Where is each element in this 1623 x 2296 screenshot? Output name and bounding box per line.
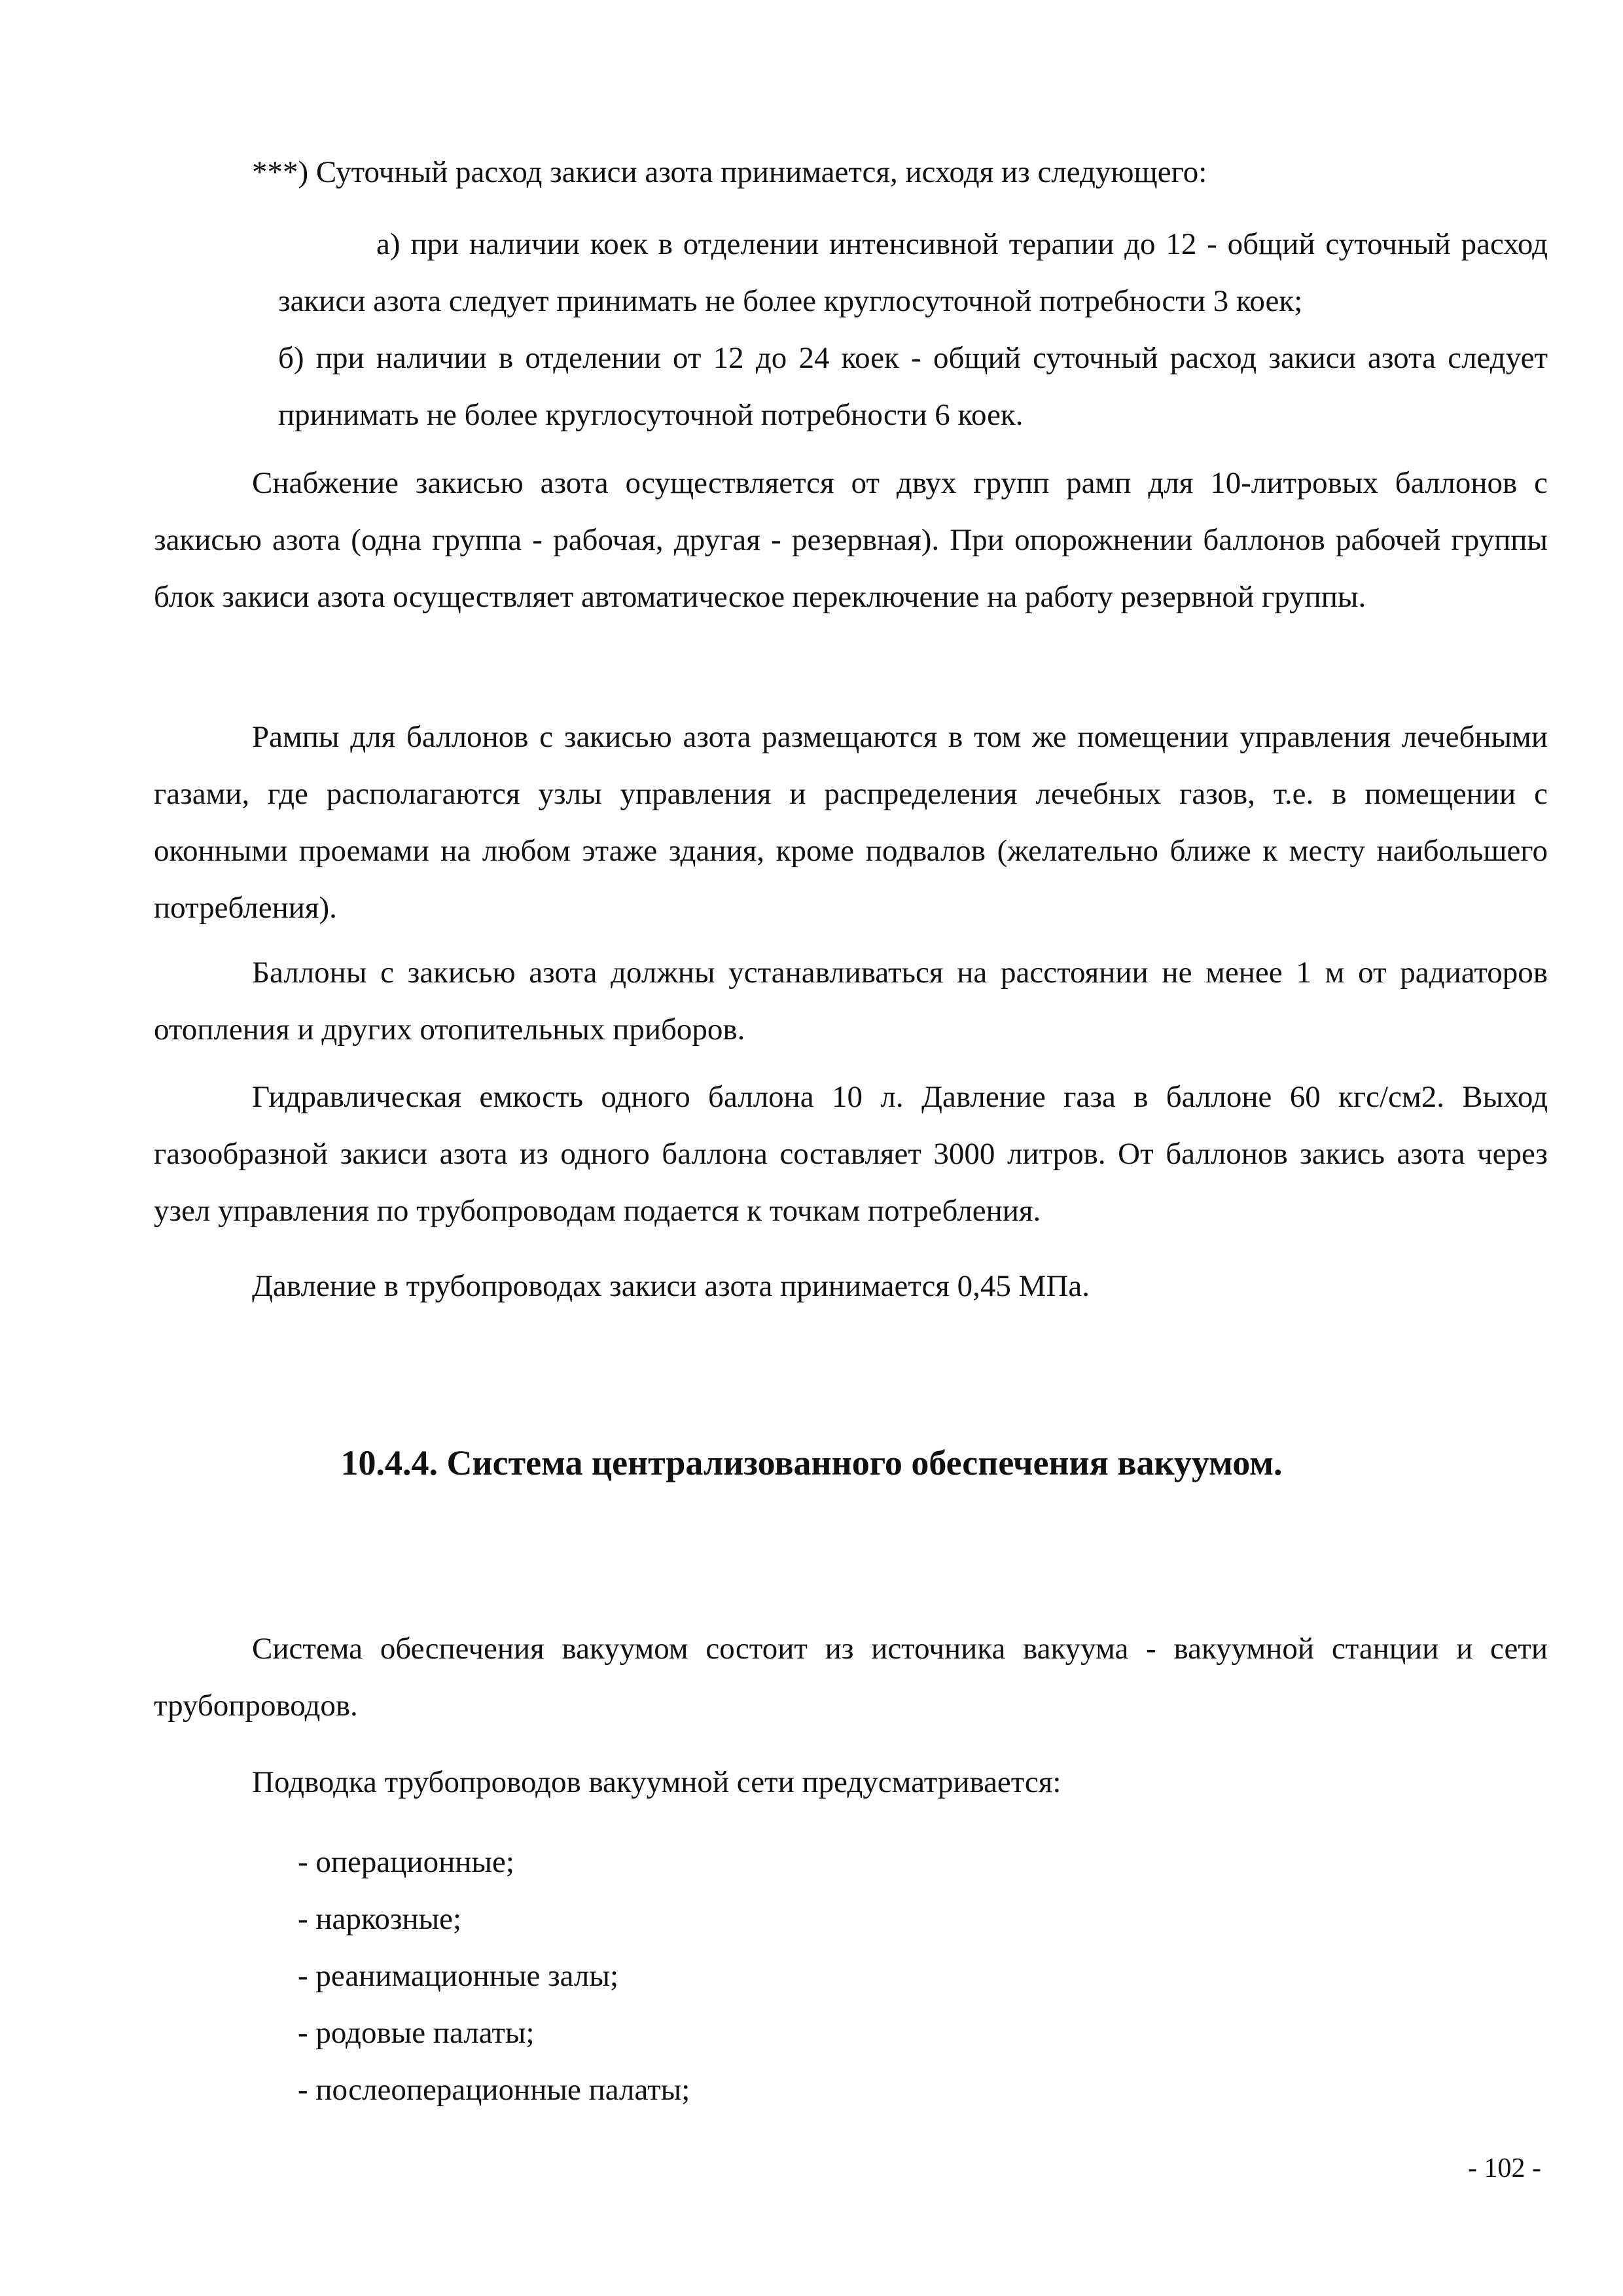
list-item: - наркозные; bbox=[298, 1902, 462, 1936]
section-heading: 10.4.4. Система централизованного обеспечения вакуумом. bbox=[340, 1443, 1283, 1482]
section-intro: Система обеспечения вакуумом состоит из источника вакуума - вакуумной станции и сети трубопроводов. bbox=[154, 1632, 1548, 1723]
paragraph-pressure: Давление в трубопроводах закиси азота принимается 0,45 МПа. bbox=[252, 1269, 1090, 1303]
list-item: - родовые палаты; bbox=[298, 2016, 535, 2050]
note-item-a: а) при наличии коек в отделении интенсивной терапии до 12 - общий суточный расход закиси азота следует принимать не более круглосуточной потребности 3 коек; bbox=[278, 227, 1548, 318]
paragraph-cylinders: Баллоны с закисью азота должны устанавливаться на расстоянии не менее 1 м от радиаторов отопления и других отопительных приборов. bbox=[154, 956, 1548, 1047]
paragraph-ramps: Рампы для баллонов с закисью азота размещаются в том же помещении управления лечебными газами, где располагаются узлы управления и распределения лечебных газов, т.е. в помещении с оконными проемами на любом этаже здания, кроме подвалов (желательно ближе к месту наибольшего потребления). bbox=[154, 720, 1548, 925]
list-title: Подводка трубопроводов вакуумной сети предусматривается: bbox=[252, 1765, 1061, 1799]
room-list bbox=[298, 1834, 690, 2119]
note-intro: ***) Суточный расход закиси азота принимается, исходя из следующего: bbox=[252, 155, 1207, 189]
paragraph-capacity: Гидравлическая емкость одного баллона 10 л. Давление газа в баллоне 60 кгс/см2. Выход газообразной закиси азота из одного баллона составляет 3000 литров. От баллонов закись азота через узел управления по трубопроводам подается к точкам потребления. bbox=[154, 1080, 1548, 1228]
page-number: - 102 - bbox=[1468, 2153, 1541, 2183]
list-item: - операционные; bbox=[298, 1845, 514, 1879]
list-item: - послеоперационные палаты; bbox=[298, 2073, 690, 2107]
note-item-b: б) при наличии в отделении от 12 до 24 коек - общий суточный расход закиси азота следует принимать не более круглосуточной потребности 6 коек. bbox=[278, 341, 1548, 432]
paragraph-supply: Снабжение закисью азота осуществляется от двух групп рамп для 10-литровых баллонов с закисью азота (одна группа - рабочая, другая - резервная). При опорожнении баллонов рабочей группы блок закиси азота осуществляет автоматическое переключение на работу резервной группы. bbox=[154, 466, 1548, 614]
list-item: - реанимационные залы; bbox=[298, 1959, 619, 1993]
